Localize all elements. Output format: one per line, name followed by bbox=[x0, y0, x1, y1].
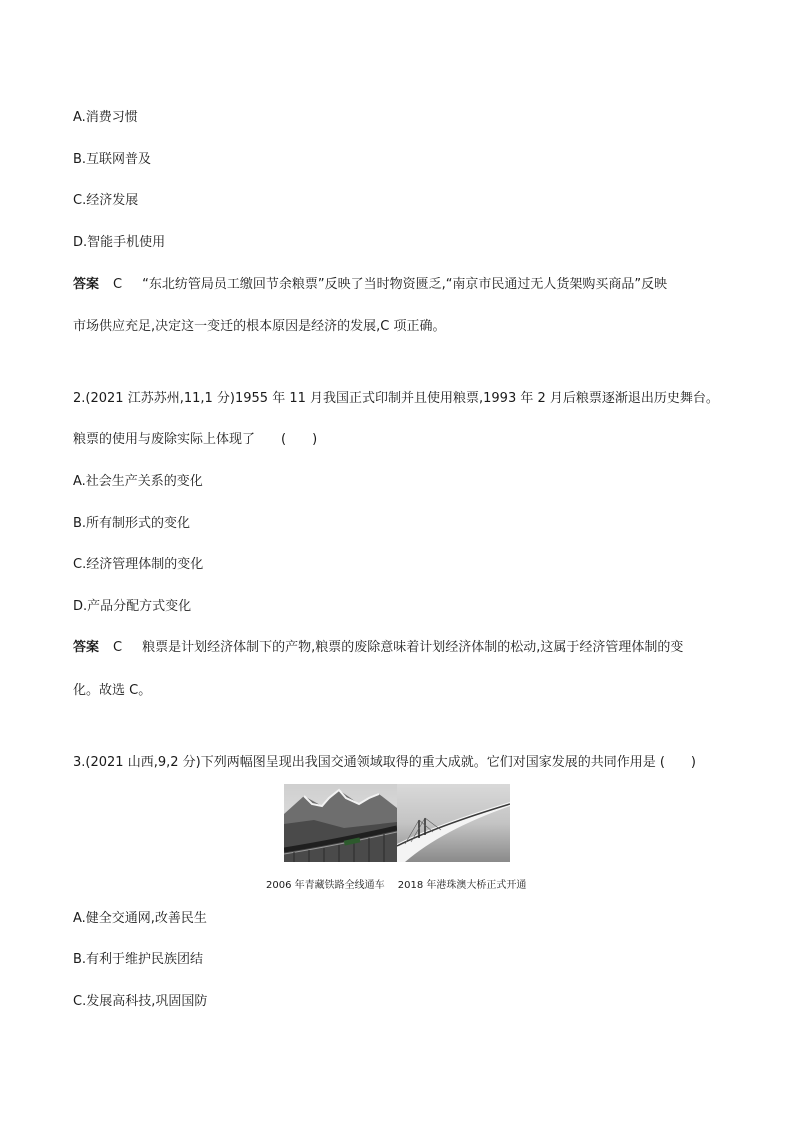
q2-stem-line2: 粮票的使用与废除实际上体现了 ( ) bbox=[73, 432, 318, 447]
q1-answer bbox=[73, 276, 667, 294]
answer-label: 答案 bbox=[73, 277, 100, 292]
answer-letter: C bbox=[113, 640, 123, 655]
q2-stem-line1: 2.(2021 江苏苏州,11,1 分)1955 年 11 月我国正式印制并且使用粮票,1993 年 2 月后粮票逐渐退出历史舞台。 bbox=[73, 391, 719, 406]
q1-explanation-line1: “东北纺管局员工缴回节余粮票”反映了当时物资匮乏,“南京市民通过无人货架购买商品”反映 bbox=[142, 277, 668, 292]
q2-explanation-line2: 化。故选 C。 bbox=[73, 683, 152, 698]
q2-answer bbox=[73, 639, 683, 657]
q3-stem: 3.(2021 山西,9,2 分)下列两幅图呈现出我国交通领域取得的重大成就。它们对国家发展的共同作用是 ( ) bbox=[73, 755, 696, 770]
q3-photo-caption: 2006 年青藏铁路全线通车 2018 年港珠澳大桥正式开通 bbox=[266, 880, 527, 891]
q2-option-b: B.所有制形式的变化 bbox=[73, 516, 191, 531]
answer-letter: C bbox=[113, 277, 123, 292]
q2-option-d: D.产品分配方式变化 bbox=[73, 599, 192, 614]
q1-option-c: C.经济发展 bbox=[73, 193, 139, 208]
q1-option-d: D.智能手机使用 bbox=[73, 235, 166, 250]
q1-explanation-line2: 市场供应充足,决定这一变迁的根本原因是经济的发展,C 项正确。 bbox=[73, 319, 446, 334]
q1-option-a: A.消费习惯 bbox=[73, 110, 138, 125]
q2-option-a: A.社会生产关系的变化 bbox=[73, 474, 203, 489]
q1-option-b: B.互联网普及 bbox=[73, 152, 152, 167]
q2-explanation-line1: 粮票是计划经济体制下的产物,粮票的废除意味着计划经济体制的松动,这属于经济管理体制的变 bbox=[142, 640, 684, 655]
q2-option-c: C.经济管理体制的变化 bbox=[73, 557, 204, 572]
q3-option-c: C.发展高科技,巩固国防 bbox=[73, 994, 208, 1009]
q3-option-b: B.有利于维护民族团结 bbox=[73, 952, 204, 967]
hzm-bridge-photo bbox=[397, 784, 510, 862]
answer-label: 答案 bbox=[73, 640, 100, 655]
qinghai-tibet-railway-photo bbox=[284, 784, 397, 862]
q3-option-a: A.健全交通网,改善民生 bbox=[73, 911, 207, 926]
